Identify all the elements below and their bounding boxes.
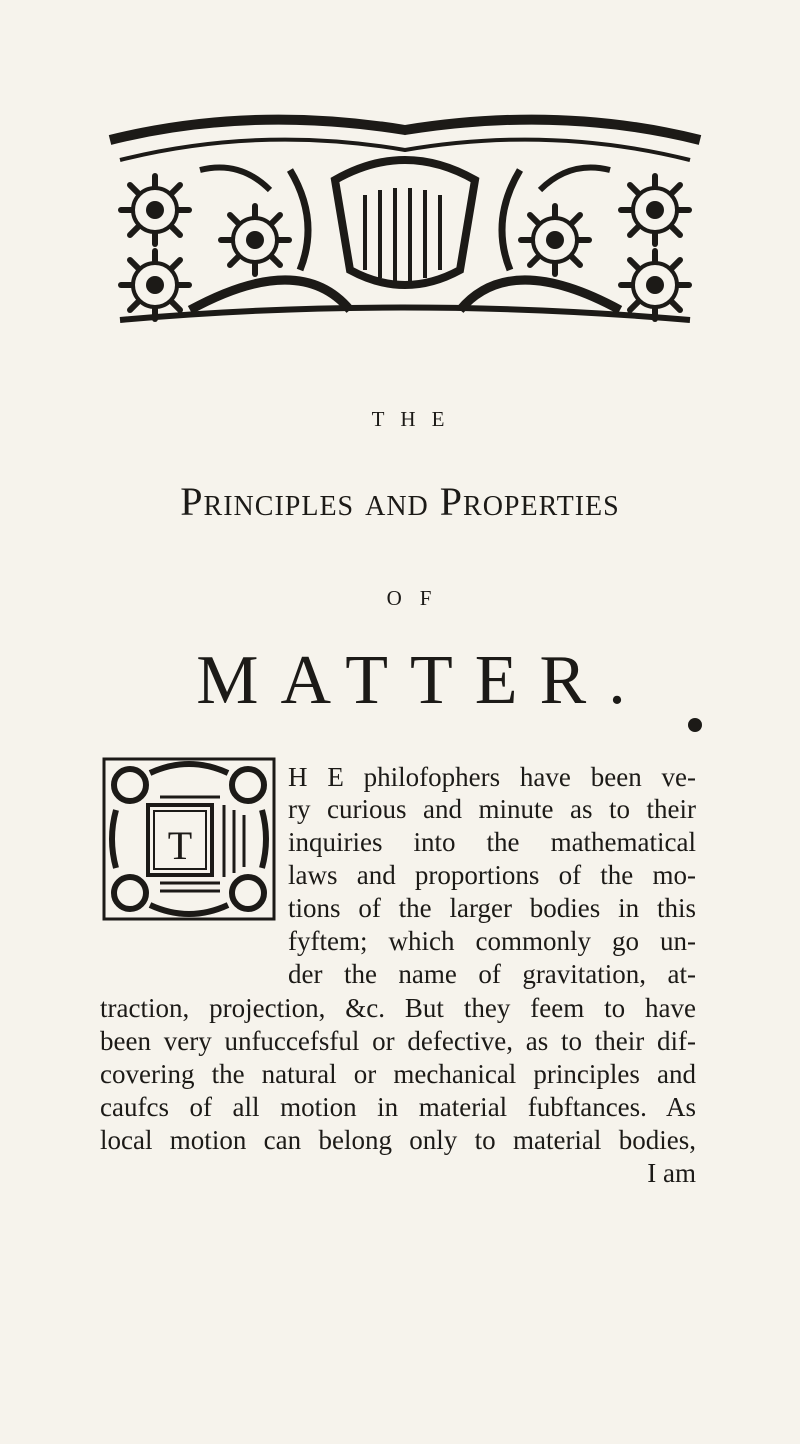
body-line-5: tions of the larger bodies in this — [288, 893, 696, 923]
body-line-6: fyftem; which commonly go un- — [288, 926, 696, 956]
body-line-12: local motion can belong only to material bodies, — [100, 1125, 696, 1155]
title-matter: MATTER. — [196, 642, 648, 719]
body-line-13: I am — [647, 1158, 696, 1188]
body-line-9: been very unfuccefsful or defective, as to their dif- — [100, 1026, 696, 1056]
ornamental-dot — [688, 718, 702, 732]
body-line-2: ry curious and minute as to their — [288, 794, 696, 824]
body-line-10: covering the natural or mechanical principles and — [100, 1059, 696, 1089]
body-line-1: H E philofophers have been ve- — [288, 762, 696, 792]
body-line-4: laws and proportions of the mo- — [288, 860, 696, 890]
body-line-3: inquiries into the mathematical — [288, 827, 696, 857]
body-line-11: caufcs of all motion in material fubftances. As — [100, 1092, 696, 1122]
title-main: Principles and Properties — [180, 479, 620, 524]
title-of: OF — [386, 586, 450, 610]
title-the: THE — [371, 407, 461, 431]
body-line-7: der the name of gravitation, at- — [288, 959, 696, 989]
drop-cap-ornament — [100, 755, 278, 923]
body-line-8: traction, projection, &c. But they feem to have — [100, 993, 696, 1023]
drop-cap-letter: T — [167, 823, 193, 868]
ornamental-headpiece — [100, 100, 710, 328]
